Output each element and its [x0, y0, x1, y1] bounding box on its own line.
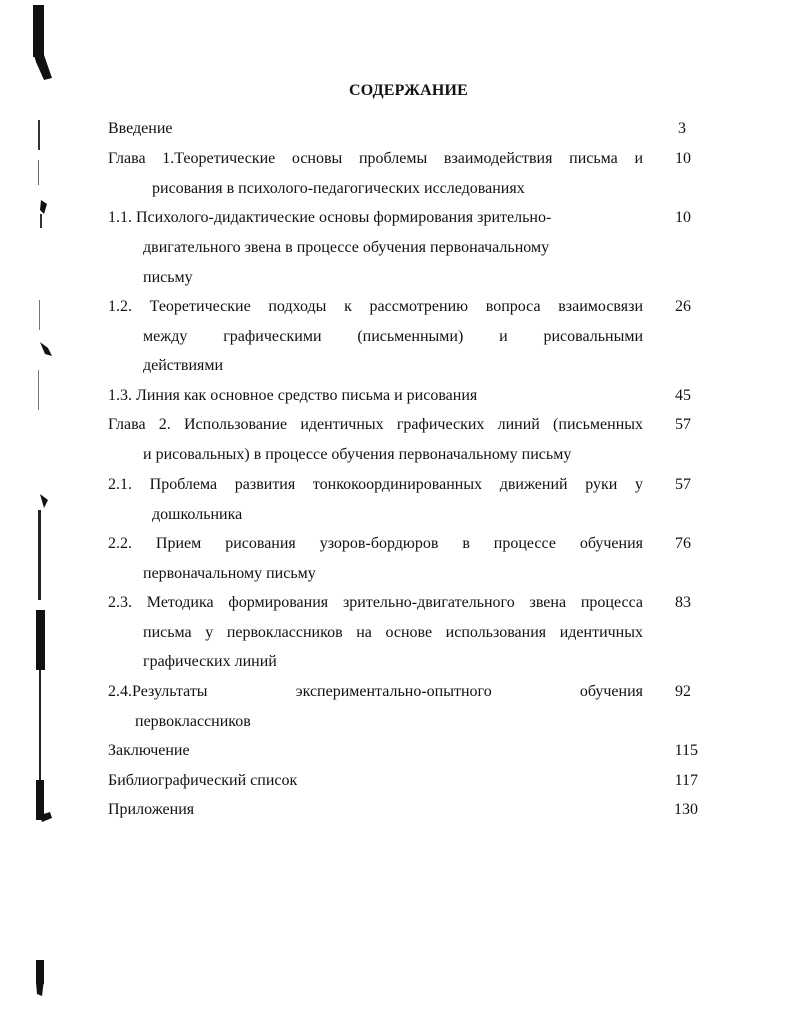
toc-entry-chapter-2-cont: и рисовальных) в процессе обучения первоначальному письму: [143, 446, 572, 463]
toc-entry-1-2-cont: между графическими (письменными) и рисовальными: [143, 328, 643, 345]
toc-page-number: 117: [674, 772, 698, 789]
toc-page-number: 130: [674, 801, 698, 818]
toc-page-number: 76: [675, 535, 691, 552]
toc-entry-introduction[interactable]: Введение: [108, 120, 173, 137]
toc-entry-1-1[interactable]: 1.1. Психолого-дидактические основы формирования зрительно-: [108, 209, 552, 226]
toc-page-number: 115: [674, 742, 698, 759]
toc-page-number: 3: [678, 120, 686, 137]
toc-entry-1-1-cont: двигательного звена в процессе обучения первоначальному: [143, 239, 550, 256]
toc-page-number: 57: [675, 416, 691, 433]
toc-entry-1-2-cont: действиями: [143, 357, 224, 374]
toc-entry-chapter-1-cont: рисования в психолого-педагогических исследованиях: [152, 180, 525, 197]
toc-entry-2-4-cont: первоклассников: [135, 713, 251, 730]
toc-entry-2-4[interactable]: 2.4.Результаты экспериментально-опытного обучения: [108, 683, 643, 700]
toc-page-number: 92: [675, 683, 691, 700]
toc-entry-2-3[interactable]: 2.3. Методика формирования зрительно-двигательного звена процесса: [108, 594, 643, 611]
toc-page-number: 10: [675, 209, 691, 226]
toc-entry-1-3[interactable]: 1.3. Линия как основное средство письма и рисования: [108, 387, 478, 404]
toc-entry-chapter-2[interactable]: Глава 2. Использование идентичных графических линий (письменных: [108, 416, 643, 433]
toc-entry-2-3-cont: письма у первоклассников на основе использования идентичных: [143, 624, 643, 641]
toc-page-number: 57: [675, 476, 691, 493]
toc-entry-2-2-cont: первоначальному письму: [143, 565, 316, 582]
toc-entry-chapter-1[interactable]: Глава 1.Теоретические основы проблемы взаимодействия письма и: [108, 150, 643, 167]
toc-page-number: 45: [675, 387, 691, 404]
toc-entry-appendices[interactable]: Приложения: [108, 801, 195, 818]
toc-entry-2-1[interactable]: 2.1. Проблема развития тонкокоординированных движений руки у: [108, 476, 643, 493]
toc-entry-bibliography[interactable]: Библиографический список: [108, 772, 298, 789]
toc-page-number: 26: [675, 298, 691, 315]
page-title: СОДЕРЖАНИЕ: [348, 82, 469, 99]
toc-entry-1-2[interactable]: 1.2. Теоретические подходы к рассмотрению вопроса взаимосвязи: [108, 298, 643, 315]
toc-entry-1-1-cont: письму: [143, 269, 193, 286]
toc-entry-2-1-cont: дошкольника: [152, 506, 243, 523]
toc-page-number: 10: [675, 150, 691, 167]
toc-entry-2-3-cont: графических линий: [143, 653, 277, 670]
toc-page-number: 83: [675, 594, 691, 611]
toc-entry-2-2[interactable]: 2.2. Прием рисования узоров-бордюров в процессе обучения: [108, 535, 643, 552]
toc-entry-conclusion[interactable]: Заключение: [108, 742, 190, 759]
